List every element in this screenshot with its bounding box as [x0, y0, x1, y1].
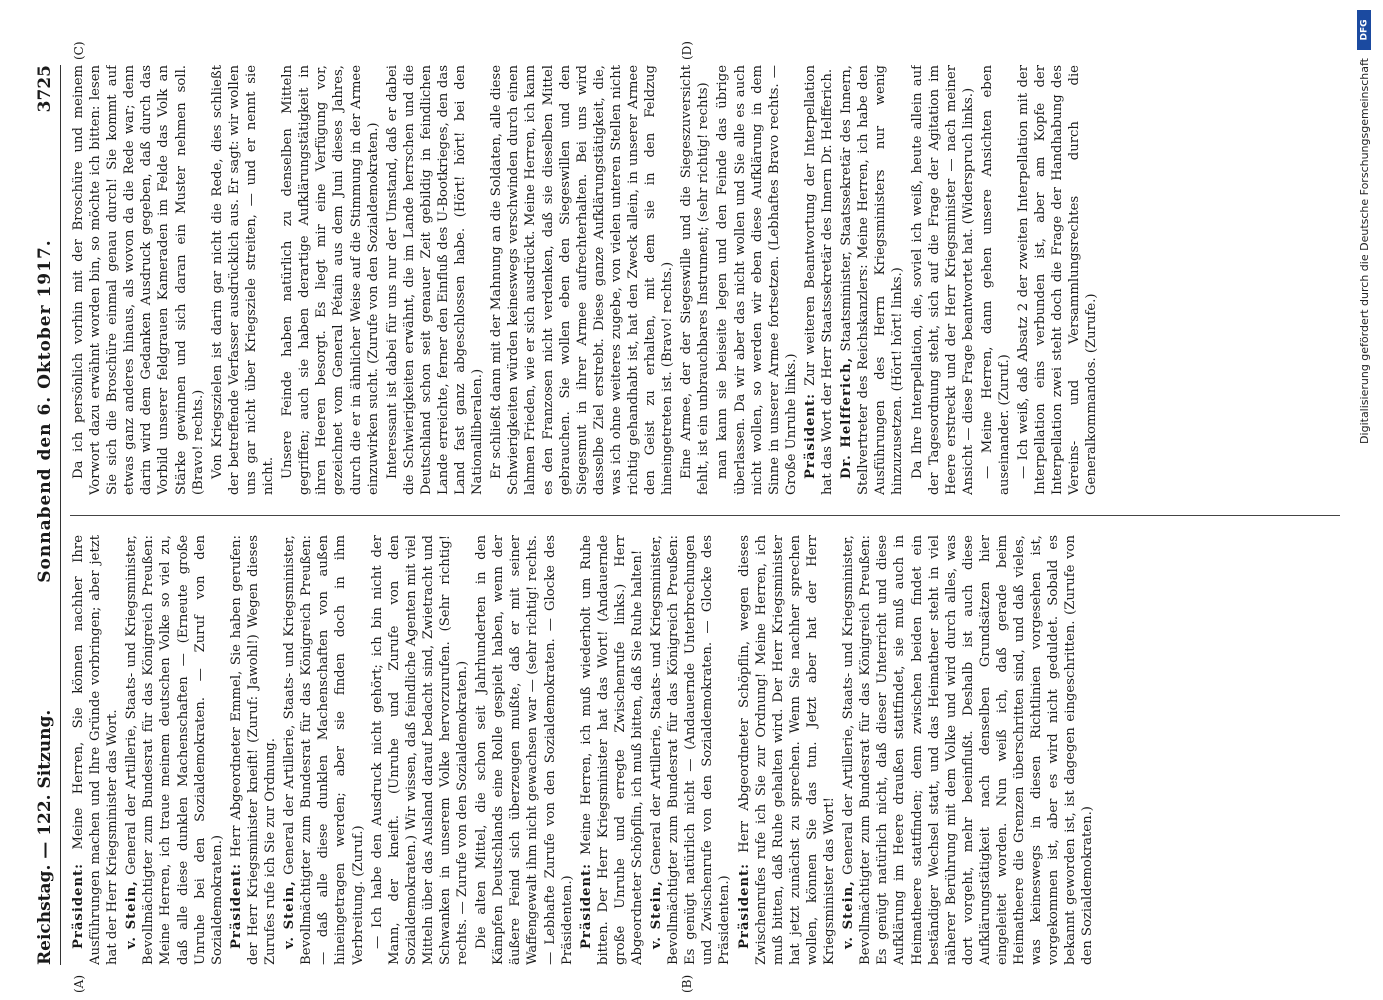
paragraph-text: General der Artillerie, Staats- und Kriegsminister, Bevollmächtigter zum Bundesrat für das Königreich Preußen: Es genügt natürlich nicht — (Andauernde Unterbrechungen und Zwischenrufe von den Sozialdemokraten. — Glocke des Präsidenten.)	[649, 535, 733, 965]
rotated-page	[30, 41, 1370, 993]
speaker-name: Präsident:	[736, 862, 752, 949]
paragraph	[840, 535, 1096, 965]
paragraph	[369, 535, 472, 965]
page-number: 3725	[35, 65, 55, 113]
margin-marker-d: (D)	[680, 41, 694, 60]
paragraph-text: Eine Armee, der der Siegeswille und die Siegeszuversicht fehlt, ist ein unbrauchbares Instrument; (sehr richtig! rechts)	[679, 65, 712, 495]
paragraph	[802, 65, 836, 495]
paragraph-text: Zur weiteren Beantwortung der Interpellation hat das Wort der Herr Staatssekretär des Innern Dr. Helfferich.	[802, 65, 836, 495]
speaker-name: Präsident:	[802, 392, 818, 479]
header-left: Reichstag. — 122. Sitzung.	[35, 709, 55, 965]
paragraph	[488, 65, 676, 495]
paragraph-text: General der Artillerie, Staats- und Kriegsminister, Bevollmächtigter zum Bundesrat für das Königreich Preußen: Meine Herren, ich traue meinem deutschen Volke so viel zu, daß alle diese dunklen Machenschaften — (Erneute große Unruhe bei den Sozialdemokraten. — Zuruf von den Sozialdemokraten.)	[124, 535, 225, 965]
paragraph	[384, 65, 487, 495]
speaker-name: v. Stein,	[841, 880, 857, 949]
speaker-name: Dr. Helfferich,	[839, 356, 855, 479]
paragraph-text: — Ich weiß, daß Absatz 2 der zweiten Interpellation mit der Interpellation eins verbunden ist, aber am Kopfe der Interpellation zwei steht doch die Frage der Handhabung des Vereins- und Versammlungsrechtes durch die Generalkommandos. (Zurufe.)	[1016, 65, 1100, 495]
left-column	[70, 535, 1350, 965]
speaker-name: v. Stein,	[282, 880, 298, 949]
paragraph-text: Interessant ist dabei für uns nur der Umstand, daß er dabei die Schwierigkeiten erwähnt, die im Lande herrschen und die Deutschland schon seit genauer Zeit gebildig in feindlichen Lande erreichte, ferner den Einfluß des U-Bootkrieges, den das Land fast ganz abgeschlossen habe. (Hört! hört! bei den Nationalliberalen.)	[384, 65, 486, 495]
paragraph-text: Da ich persönlich vorhin mit der Broschüre und meinem Vorwort dazu erwähnt worden bin, so möchte ich bitten: lesen Sie sich die Broschüre einmal genau durch! Sie kommt auf etwas ganz anderes hinaus, als wovon da die Rede war; denn darin wird dem Gedanken Ausdruck gegeben, daß durch das Vorbild unserer feldgrauen Kameraden im Felde das Volk an Stärke gewinnen und sich daran ein Muster nehmen soll. (Bravo! rechts.)	[71, 65, 206, 495]
paragraph	[909, 65, 977, 495]
speaker-name: v. Stein,	[124, 880, 140, 949]
paragraph-text: Staatsminister, Staatssekretär des Innern, Stellvertreter des Reichskanzlers: Meine Herren, ich habe den Ausführungen des Herrn Kriegsministers nur wenig hinzuzusetzen. (Hört! hört! links.)	[839, 65, 906, 495]
paragraph-text: Herr Abgeordneter Schöpflin, wegen dieses Zwischenrufes rufe ich Sie zur Ordnung! Meine Herren, ich muß bitten, daß Ruhe gehalten wird. Der Herr Kriegsminister hat jetzt zunächst zu sprechen. Wenn Sie nachher sprechen wollen, können Sie das tun. Jetzt aber hat der Herr Kriegsminister das Wort!	[736, 535, 838, 965]
paragraph-text: — Ich habe den Ausdruck nicht gehört; ich bin nicht der Mann, der kneift. (Unruhe und Zurufe von den Sozialdemokraten.) Wir wissen, daß feindliche Agenten mit viel Mitteln über das Ausland darauf bedacht sind, Zwietracht und Schwanken in unserem Volke hervorzurufen. (Sehr richtig! rechts. — Zurufe von den Sozialdemokraten.)	[369, 535, 471, 965]
dfg-logo-icon	[1357, 10, 1371, 50]
paragraph-text: Von Kriegszielen ist darin gar nicht die Rede, dies schließt der betreffende Verfasser ausdrücklich aus. Er sagt: wir wollen uns gar nicht über Kriegsziele streiten, — und er nennt sie nicht.	[209, 65, 277, 495]
paragraph	[70, 535, 121, 965]
speaker-name: Präsident:	[578, 862, 594, 949]
paragraph-text: General der Artillerie, Staats- und Kriegsminister, Bevollmächtigter zum Bundesrat für das Königreich Preußen: — daß alle diese dunklen Machenschaften von außen hineingetragen werden; aber sie finden doch in ihm Verbreitung. (Zuruf.)	[282, 535, 366, 965]
paragraph	[279, 65, 382, 495]
paragraph	[714, 65, 799, 495]
paragraph	[736, 535, 839, 965]
margin-marker-a: (A)	[72, 974, 86, 993]
paragraph	[70, 65, 207, 495]
paragraph-text: Die alten Mittel, die schon seit Jahrhunderten in den Kämpfen Deutschlands eine Rolle gespielt haben, wenn der äußere Feind sich überzeugen mußte, daß er mit seiner Waffengewalt ihm nicht gewachsen war — (sehr richtig! rechts. — Lebhafte Zurufe von den Sozialdemokraten. — Glocke des Präsidenten.)	[474, 535, 575, 965]
paragraph-text: Meine Herren, Sie können nachher Ihre Ausführungen machen und Ihre Gründe vorbringen; aber jetzt hat der Herr Kriegsminister das Wort.	[71, 535, 121, 965]
paragraph-text: Er schließt dann mit der Mahnung an die Soldaten, alle diese Schwierigkeiten würden keineswegs verschwinden durch einen lahmen Frieden, wie er sich ausdrückt. Meine Herren, ich kann es den Franzosen nicht verdenken, daß sie dieselben Mittel gebrauchen. Sie wollen eben den Siegeswillen und den Siegesmut in ihrer Armee aufrechterhalten. Bei uns wird dasselbe Ziel erstrebt. Diese ganze Aufklärungstätigkeit, die, was ich ohne weiteres zugebe, von vielen unteren Stellen nicht richtig gehandhabt ist, hat den Zweck allein, in unserer Armee den Geist zu erhalten, mit dem sie in den Feldzug hineingetreten ist. (Bravo! rechts.)	[489, 65, 676, 495]
dfg-logo-text: DFG	[1359, 19, 1370, 41]
speaker-name: v. Stein,	[649, 880, 665, 949]
digitization-credit	[1346, 10, 1382, 990]
speaker-name: Präsident:	[71, 862, 86, 949]
column-divider	[70, 515, 1340, 516]
paragraph	[123, 535, 226, 965]
paragraph	[473, 535, 576, 965]
paragraph	[209, 65, 277, 495]
margin-marker-b: (B)	[680, 974, 694, 993]
speaker-name: Präsident:	[228, 862, 244, 949]
paragraph-text: man kann sie beiseite legen und den Feinde das übrige überlassen. Da wir aber das nicht wollen und Sie alle es auch nicht wollen, so werden wir eben diese Aufklärung in dem Sinne in unserer Armee fortsetzen. (Lebhaftes Bravo rechts. — Große Unruhe links.)	[715, 65, 799, 495]
paragraph	[578, 535, 646, 965]
paragraph-text: Herr Abgeordneter Emmel, Sie haben gerufen: der Herr Kriegsminister kneift! (Zuruf: Jawohl!) Wegen dieses Zurufes rufe ich Sie zur Ordnung.	[228, 535, 279, 965]
paragraph-text: — Meine Herren, dann gehen unsere Ansichten eben auseinander. (Zuruf.)	[979, 65, 1012, 495]
paragraph-text: Unsere Feinde haben natürlich zu denselben Mitteln gegriffen; auch sie haben derartige Aufklärungstätigkeit in ihren Heeren besorgt. Es liegt mir eine Verfügung vor, gezeichnet vom General Pétain aus dem Juni dieses Jahres, durch die er in ähnlicher Weise auf die Stimmung in der Armee einzuwirken sucht. (Zurufe von den Sozialdemokraten.)	[280, 65, 381, 495]
page-header	[30, 65, 61, 965]
paragraph-text: Da Ihre Interpellation, die, soviel ich weiß, heute allein auf der Tagesordnung steht, sich auf die Frage der Agitation im Heere erstreckt und der Herr Kriegsminister — nach meiner Ansicht — diese Frage beantwortet hat. (Widerspruch links.)	[909, 65, 976, 495]
paragraph	[678, 65, 712, 495]
paragraph	[281, 535, 366, 965]
paragraph-text: General der Artillerie, Staats- und Kriegsminister, Bevollmächtigter zum Bundesrat für das Königreich Preußen: Es genügt natürlich nicht, daß dieser Unterricht und diese Aufklärung im Heere draußen stattfindet, sie muß auch in Heimatheere stattfinden; denn zwischen beiden findet ein beständiger Wechsel statt, und das Heimatheer steht in viel näherer Berührung mit dem Volke und wird durch alles, was dort vorgeht, mehr beeinflußt. Deshalb ist auch diese Aufklärungstätigkeit nach denselben Grundsätzen hier eingeleitet worden. Nun weiß ich, daß gerade beim Heimatheere die Grenzen überschritten sind, und daß vieles, was keineswegs in diesen Richtlinien vorgesehen ist, vorgekommen ist, aber es wird nicht geduldet. Sobald es bekannt geworden ist, ist dagegen eingeschritten. (Zurufe von den Sozialdemokraten.)	[841, 535, 1096, 965]
credit-text: Digitalisierung gefördert durch die Deutsche Forschungsgemeinschaft	[1357, 58, 1371, 444]
paragraph	[979, 65, 1013, 495]
margin-marker-c: (C)	[72, 41, 86, 60]
paragraph	[648, 535, 733, 965]
paragraph	[838, 65, 906, 495]
paragraph	[228, 535, 279, 965]
paragraph-text: Meine Herren, ich muß wiederholt um Ruhe bitten. Der Herr Kriegsminister hat das Wort! (Andauernde große Unruhe und erregte Zwischenrufe links.) Herr Abgeordneter Schöpflin, ich muß bitten, daß Sie Ruhe halten!	[578, 535, 645, 965]
header-date: Sonnabend den 6. Oktober 1917.	[35, 239, 55, 583]
right-column	[70, 65, 1350, 495]
paragraph	[1015, 65, 1100, 495]
